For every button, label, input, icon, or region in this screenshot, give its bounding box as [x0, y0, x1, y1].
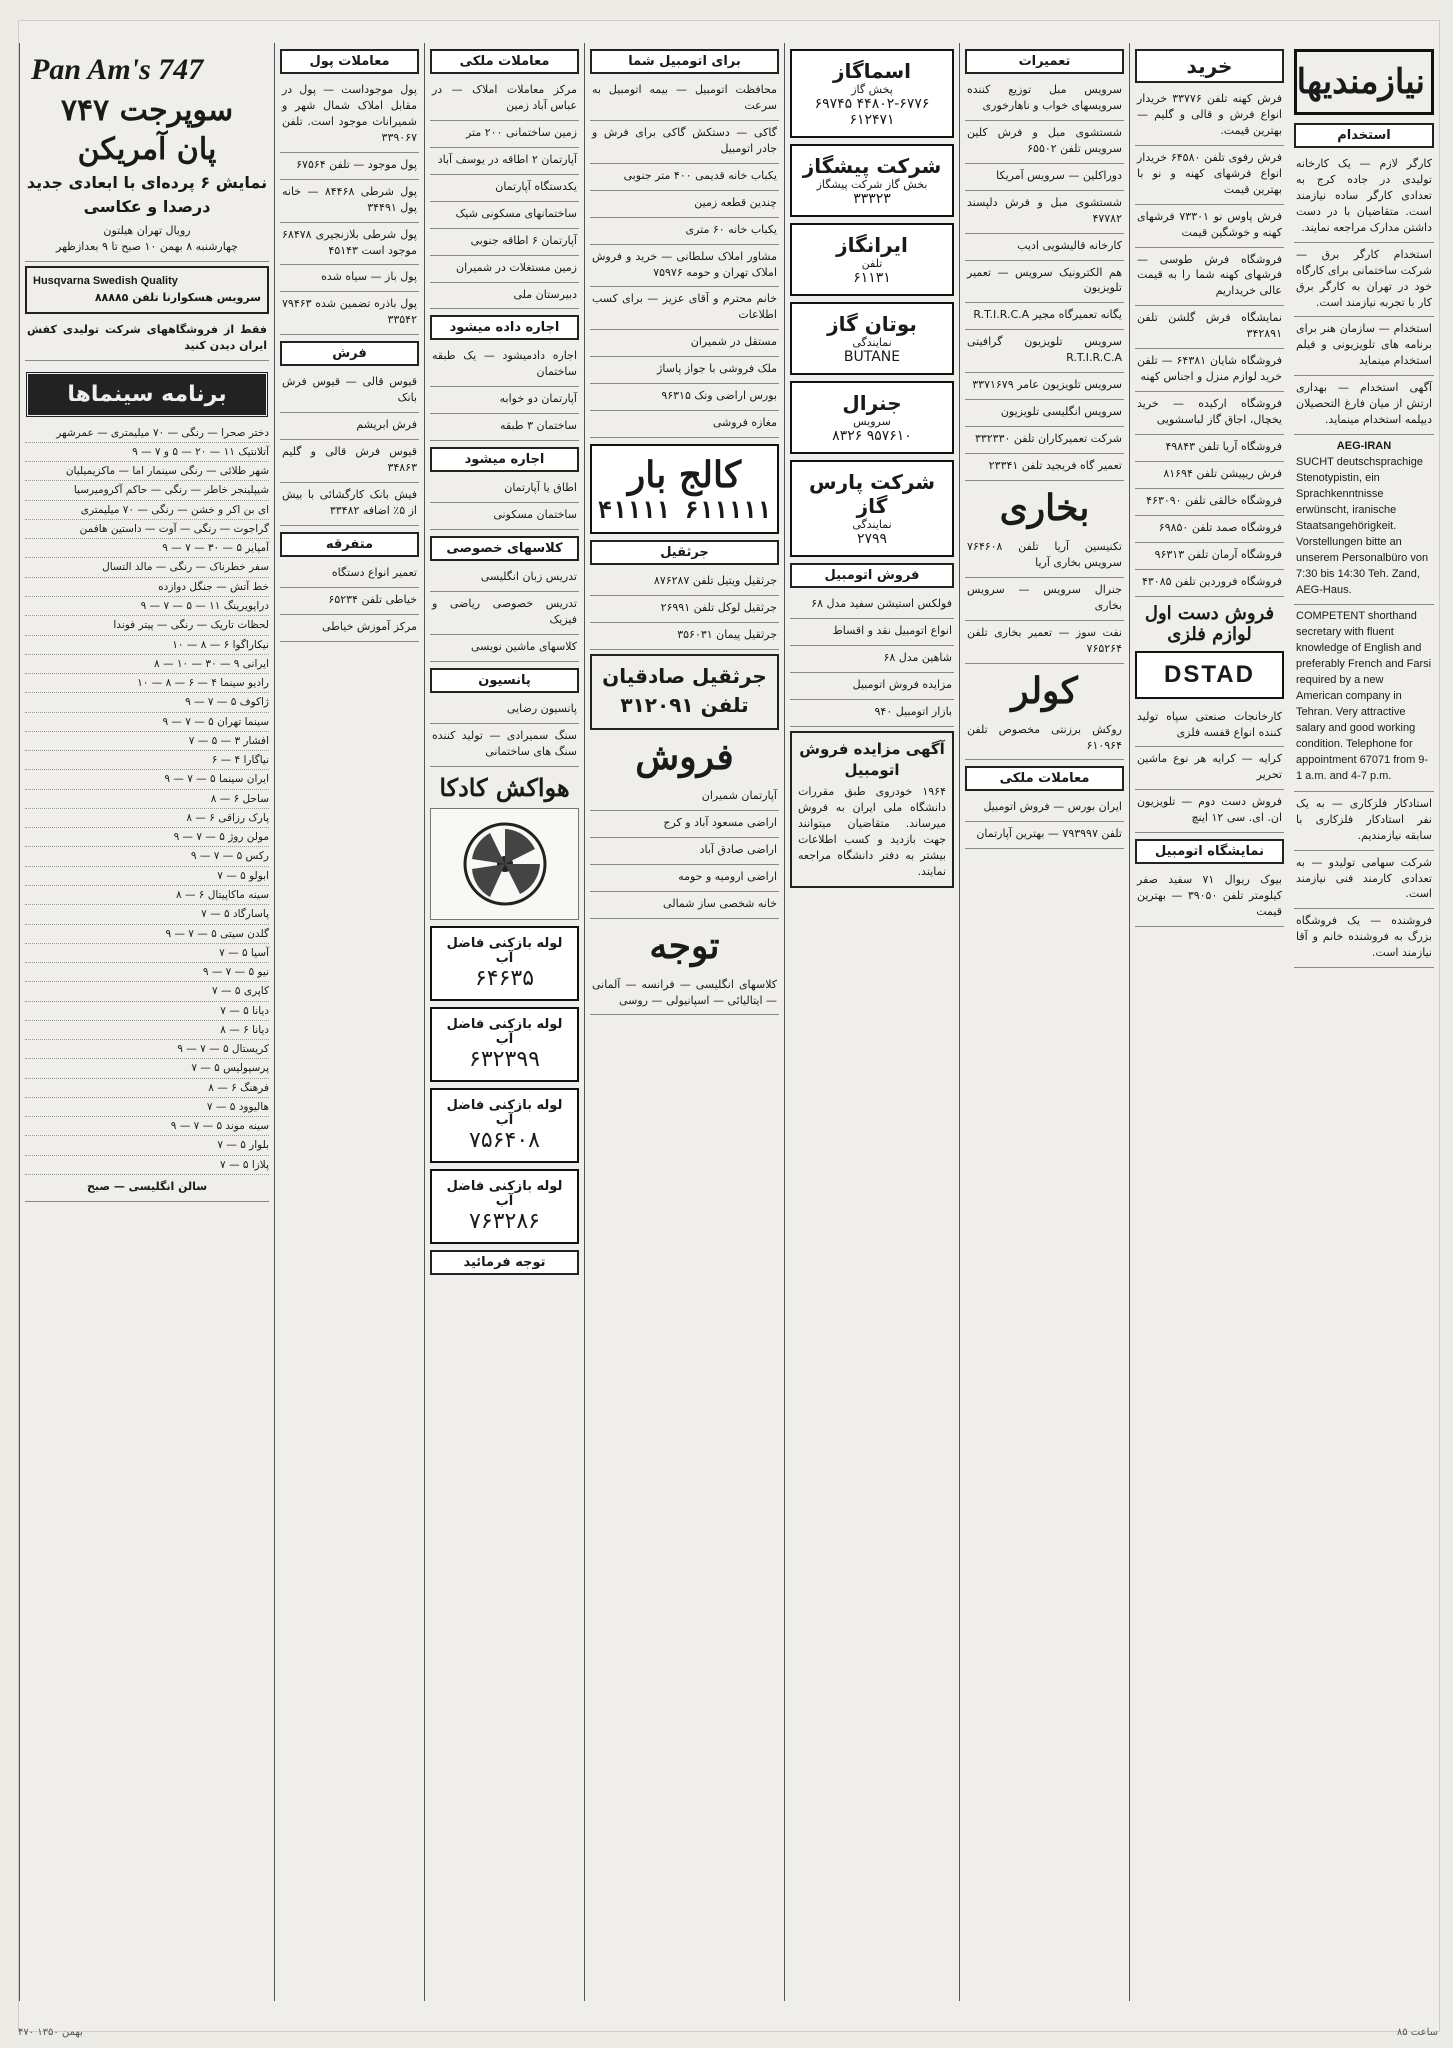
section-title: نیازمندیها	[1294, 49, 1434, 115]
crane-big-ad: جرثقیل صادقیان تلفن ۳۱۲۰۹۱	[590, 654, 779, 730]
classified-ad: ساختمان مسکونی	[430, 503, 579, 530]
classified-ad: شرکت سهامی تولیدو — به تعدادی کارمند فنی نیازمند است.	[1294, 851, 1434, 910]
cinema-listing: ژاکوف ۵ — ۷ — ۹	[25, 693, 269, 712]
husqvarna-ad	[25, 266, 269, 314]
panam-sub: نمایش ۶ پرده‌ای با ابعادی جدید درصدا و عکاسی	[26, 173, 268, 216]
drain-service-ad	[430, 926, 579, 1001]
cinema-listing: نیکاراگوا ۶ — ۸ — ۱۰	[25, 636, 269, 655]
classified-ad: تکنیسین آریا تلفن ۷۶۴۶۰۸ سرویس بخاری آریا	[965, 535, 1124, 578]
secretary-ad: COMPETENT shorthand secretary with fluent knowledge of English and preferably French and Farsi required by a new American company in Tehran. Very attractive salary and good working condition. Telephone for appointment 67071 from 9-1 a.m. and 4-7 p.m.	[1294, 605, 1434, 791]
logo-name: شرکت پارس گاز	[808, 470, 935, 518]
logo-phone: ۲۷۹۹	[856, 531, 888, 547]
auction-ad	[790, 731, 954, 888]
classified-ad: فروش دست دوم — تلویزیون ان. ای. سی ۱۲ اینچ	[1135, 790, 1284, 833]
cinema-listing: دیانا ۶ — ۸	[25, 1021, 269, 1040]
classified-ad: هم الکترونیک سرویس — تعمیر تلویزیون	[965, 261, 1124, 304]
classified-ad: ساختمان ۳ طبقه	[430, 414, 579, 441]
drain-service-phone: ۶۳۲۳۹۹	[469, 1046, 540, 1072]
column-employment	[1289, 43, 1439, 2001]
realestate-heading: معاملات ملکی	[430, 49, 579, 74]
classified-ad: مزایده فروش اتومبیل	[790, 673, 954, 700]
fan-icon	[460, 819, 550, 909]
cinema-listing: افشار ۳ — ۵ — ۷	[25, 732, 269, 751]
classified-ad: جنرال سرویس — سرویس بخاری	[965, 578, 1124, 621]
classified-ad: سرویس انگلیسی تلویزیون	[965, 400, 1124, 427]
drain-service-ad	[430, 1007, 579, 1082]
pension-heading: پانسیون	[430, 668, 579, 693]
classified-ad: سرویس تلویزیون گرافیتی R.T.I.R.C.A	[965, 330, 1124, 373]
college-box	[590, 444, 779, 534]
auction-title: آگهی مزایده فروش اتومبیل	[799, 739, 945, 780]
classified-ad: یکباب خانه ۶۰ متری	[590, 218, 779, 245]
rent-out-heading: اجاره داده میشود	[430, 315, 579, 340]
classified-ad: جرثقیل ویتیل تلفن ۸۷۶۲۸۷	[590, 569, 779, 596]
classified-ad: کرایه — کرایه هر نوع ماشین تحریر	[1135, 747, 1284, 790]
column-realestate	[424, 43, 584, 2001]
logo-sub: تلفن	[861, 257, 883, 270]
classified-ad: فروشنده — یک فروشگاه بزرگ به فروشنده خانم و آقا نیازمند است.	[1294, 909, 1434, 968]
cinema-listing: رکس ۵ — ۷ — ۹	[25, 847, 269, 866]
logo-name: اسماگاز	[832, 59, 912, 83]
classified-ad: فروشگاه فرش طوسی — فرشهای کهنه شما را به قیمت عالی خریداریم	[1135, 248, 1284, 307]
classified-ad: فرش رفوی تلفن ۶۴۵۸۰ خریدار انواع فرشهای کهنه و نو با بهترین قیمت	[1135, 146, 1284, 205]
panam-name: پان آمریکن	[77, 132, 217, 167]
classified-ad: اراضی مسعود آباد و کرج	[590, 811, 779, 838]
classified-ad: تلفن ۷۹۳۹۹۷ — بهترین آپارتمان	[965, 822, 1124, 849]
footer-left: ۴۷۰ بهمن ۱۳۵۰	[18, 2026, 83, 2038]
panam-addr	[25, 219, 269, 262]
logo-sub: بخش گاز شرکت پیشگاز	[816, 178, 928, 191]
classified-ad: خانم محترم و آقای عزیز — برای کسب اطلاعات	[590, 287, 779, 330]
classified-ad: قیوس فرش قالی و گلیم ۳۴۸۶۳	[280, 440, 419, 483]
gas-company-logo	[790, 223, 954, 296]
logo-sub: سرویس	[853, 415, 891, 428]
classified-ad: کارگر لازم — یک کارخانه تولیدی در جاده کرج به تعدادی کارگر ساده نیازمند است. متقاضیان با در دست داشتن مدارک مراجعه نمایند.	[1294, 152, 1434, 243]
classified-ad: اطاق یا آپارتمان	[430, 476, 579, 503]
category-heading: استخدام	[1294, 123, 1434, 148]
logo-name: ایرانگاز	[836, 233, 908, 257]
classified-ad: گاکی — دستکش گاکی برای فرش و جادر اتومبیل	[590, 121, 779, 164]
classified-ad: پول موجود — تلفن ۶۷۵۶۴	[280, 153, 419, 180]
column-panam-cinema	[19, 43, 274, 2001]
crane-heading: جرثقیل	[590, 540, 779, 565]
auto-heading: فروش اتومبیل	[790, 563, 954, 588]
cinema-listing: بلوار ۵ — ۷	[25, 1136, 269, 1155]
classified-ad: ساختمانهای مسکونی شیک	[430, 202, 579, 229]
drain-service-name: لوله بازکنی فاضل آب	[446, 1016, 563, 1047]
classified-ad: بازار اتومبیل ۹۴۰	[790, 700, 954, 727]
classified-ad: دوراکلین — سرویس آمریکا	[965, 164, 1124, 191]
classified-ad: مغازه فروشی	[590, 411, 779, 438]
classified-ad: فروشگاه آرمان تلفن ۹۶۳۱۳	[1135, 543, 1284, 570]
husqvarna-fa: سرویس هسکوارنا تلفن ۸۸۸۸۵	[94, 290, 261, 304]
classified-ad: استادکار فلزکاری — به یک نفر استادکار فلزکاری با سابقه نیازمندیم.	[1294, 792, 1434, 851]
classified-ad: فرش پاوس نو ۷۳۳۰۱ فرشهای کهنه و خوشگین قیمت	[1135, 205, 1284, 248]
cooler-title: کولر	[1011, 669, 1078, 712]
classified-ad: نمایشگاه فرش گلشن تلفن ۳۴۲۸۹۱	[1135, 306, 1284, 349]
cinema-listing: لحظات تاریک — رنگی — پیتر فوندا	[25, 616, 269, 635]
cinema-listing: شیپلینجر خاطر — رنگی — حاکم آکرومیرسیا	[25, 481, 269, 500]
cinema-listing: گلدن سیتی ۵ — ۷ — ۹	[25, 925, 269, 944]
cinema-listing: کریستال ۵ — ۷ — ۹	[25, 1040, 269, 1059]
cinema-listing: ابولو ۵ — ۷	[25, 867, 269, 886]
classified-ad: مرکز معاملات املاک — در عباس آباد زمین	[430, 78, 579, 121]
classified-ad: یکدستگاه آپارتمان	[430, 175, 579, 202]
classified-ad: شاهین مدل ۶۸	[790, 646, 954, 673]
panam-logo-text: Pan Am's 747	[31, 53, 204, 86]
classified-ad: فولکس استیشن سفید مدل ۶۸	[790, 592, 954, 619]
cinema-listing: پارک رزاقی ۶ — ۸	[25, 809, 269, 828]
classified-ad: پول باز — سیاه شده	[280, 265, 419, 292]
cinema-heading: برنامه سینماها	[25, 371, 269, 418]
classified-ad: نفت سوز — تعمیر بخاری تلفن ۷۶۵۲۶۴	[965, 621, 1124, 664]
classified-ad: تدریس زبان انگلیسی	[430, 565, 579, 592]
cooler-body: روکش برزنتی مخصوص تلفن ۶۱۰۹۶۴	[965, 718, 1124, 761]
cinema-listing: دختر صحرا — رنگی — ۷۰ میلیمتری — عمرشهر	[25, 424, 269, 443]
classified-ad: مستقل در شمیران	[590, 330, 779, 357]
drain-service-name: لوله بازکنی فاضل آب	[446, 1097, 563, 1128]
classified-ad: سنگ سمیرادی — تولید کننده سنگ های ساختمانی	[430, 724, 579, 767]
classified-ad: اراضی صادق آباد	[590, 838, 779, 865]
classified-ad: فرش ریپیشن تلفن ۸۱۶۹۴	[1135, 462, 1284, 489]
classified-ad: شستشوی مبل و فرش کلین سرویس تلفن ۶۵۵۰۲	[965, 121, 1124, 164]
gas-company-logo	[790, 381, 954, 454]
column-purchase	[1129, 43, 1289, 2001]
cinema-listing: خط آتش — جنگل دوازده	[25, 578, 269, 597]
logo-sub: نمایندگی	[852, 336, 892, 349]
cinema-listing: نیاگارا ۴ — ۶	[25, 751, 269, 770]
cinema-listing: سینه موند ۵ — ۷ — ۹	[25, 1117, 269, 1136]
drain-service-ad	[430, 1088, 579, 1163]
classified-ad: مرکز آموزش خیاطی	[280, 615, 419, 642]
classified-ad: ایران بورس — فروش اتومبیل	[965, 795, 1124, 822]
classified-ad: فروشگاه فروردین تلفن ۴۳۰۸۵	[1135, 570, 1284, 597]
logo-name: جنرال	[842, 391, 902, 415]
classified-ad: یگانه تعمیرگاه مجیر R.T.I.R.C.A	[965, 303, 1124, 330]
classified-ad: کارخانجات صنعتی سپاه تولید کننده انواع قفسه فلزی	[1135, 705, 1284, 748]
drain-service-name: لوله بازکنی فاضل آب	[446, 1178, 563, 1209]
purchase-heading: خرید	[1135, 49, 1284, 83]
cinema-listing: فرهنگ ۶ — ۸	[25, 1079, 269, 1098]
classified-ad: آپارتمان دو خوابه	[430, 387, 579, 414]
exhibition-heading: نمایشگاه اتومبیل	[1135, 839, 1284, 864]
cinema-footer-note: سالن انگلیسی — صبح	[25, 1175, 269, 1202]
auto-service-heading: برای اتومبیل شما	[590, 49, 779, 74]
classified-ad: خیاطی تلفن ۶۵۲۳۴	[280, 588, 419, 615]
classified-ad: قیوس قالی — قیوس فرش بانک	[280, 370, 419, 413]
classified-ad: استخدام — سازمان هنر برای برنامه های تلویزیونی و فیلم استخدام مینماید	[1294, 317, 1434, 376]
college-phone: ۴۱۱۱۱ ۶۱۱۱۱۱	[597, 496, 772, 525]
logo-name: بوتان گاز	[827, 312, 917, 336]
classified-ad: کارخانه قالیشویی ادیب	[965, 234, 1124, 261]
fan-illustration	[430, 808, 579, 920]
cinema-listing: سینه ماکاپیتال ۶ — ۸	[25, 886, 269, 905]
gas-company-logo	[790, 302, 954, 375]
classified-ad: فروشگاه صمد تلفن ۶۹۸۵۰	[1135, 516, 1284, 543]
cinema-listing: دراپویرینگ ۱۱ — ۵ — ۷ — ۹	[25, 597, 269, 616]
school-heading: کلاسهای خصوصی	[430, 536, 579, 561]
repairs-heading: تعمیرات	[965, 49, 1124, 74]
classified-ad: زمین مستغلات در شمیران	[430, 256, 579, 283]
college-title: کالج بار	[627, 454, 742, 497]
carpet-heading: فرش	[280, 341, 419, 366]
cinema-listing: آتلانتیک ۱۱ — ۲۰ — ۵ و ۷ — ۹	[25, 443, 269, 462]
classified-ad: فروشگاه ارکیده — خرید یخچال، اجاق گاز لباسشویی	[1135, 392, 1284, 435]
classified-ad: استخدام کارگر برق — شرکت ساختمانی برای کارگاه خود در تهران به کارگر برق کار با تجربه نیازمند است.	[1294, 243, 1434, 318]
classified-ad: پول شرطی بلازنجیری ۶۸۴۷۸ موجود است ۴۵۱۴۳	[280, 223, 419, 266]
classified-ad: یکباب خانه قدیمی ۴۰۰ متر جنوبی	[590, 164, 779, 191]
cinema-listing: هالیوود ۵ — ۷	[25, 1098, 269, 1117]
classified-ad: سرویس مبل توزیع کننده سرویسهای خواب و ناهارخوری	[965, 78, 1124, 121]
cinema-listing: ایران سینما ۵ — ۷ — ۹	[25, 770, 269, 789]
classified-ad: تعمیر انواع دستگاه	[280, 561, 419, 588]
panam-title: سوپرجت ۷۴۷	[60, 93, 234, 128]
classified-ad: تدریس خصوصی ریاضی و فیزیک	[430, 592, 579, 635]
logo-phone: BUTANE	[843, 349, 901, 365]
gas-company-logo	[790, 460, 954, 557]
classified-ad: فرش کهنه تلفن ۳۳۷۷۶ خریدار انواع فرش و قالی و گلیم — بهترین قیمت.	[1135, 87, 1284, 146]
drain-service-ad	[430, 1169, 579, 1244]
cinema-listing: رادیو سینما ۴ — ۶ — ۸ — ۱۰	[25, 674, 269, 693]
gas-company-logo	[790, 49, 954, 138]
exhibition-body: بیوک ریوال ۷۱ سفید صفر کیلومتر تلفن ۳۹۰۵۰ — بهترین قیمت	[1135, 868, 1284, 927]
fan-heading: هواکش کادکا	[439, 772, 570, 802]
sell-heading: فروش	[635, 735, 734, 778]
logo-phone: ۳۳۳۲۳	[853, 191, 891, 207]
classified-ad: بورس اراضی ونک ۹۶۳۱۵	[590, 384, 779, 411]
page-footer	[18, 2022, 1438, 2042]
cinema-listing: سینما تهران ۵ — ۷ — ۹	[25, 713, 269, 732]
classified-ad: زمین ساختمانی ۲۰۰ متر	[430, 121, 579, 148]
column-repairs	[959, 43, 1129, 2001]
rent-heading: معاملات ملکی	[965, 766, 1124, 791]
drain-service-phone: ۶۴۶۳۵	[474, 965, 535, 991]
classified-ad: پول موجوداست — پول در مقابل املاک شمال شهر و شمیرانات موجود است. تلفن ۳۳۹۰۶۷	[280, 78, 419, 153]
cinema-listing: پلازا ۵ — ۷	[25, 1156, 269, 1175]
shoe-ad: فقط از فروشگاههای شرکت تولیدی کفش ایران دیدن کنید	[25, 318, 269, 361]
sell-title: فروش دست اول لوازم فلزی	[1144, 602, 1275, 645]
classified-ad: اراضی ارومیه و حومه	[590, 865, 779, 892]
classified-ad: تعمیر گاه فریجید تلفن ۲۳۳۴۱	[965, 454, 1124, 481]
cinema-listing: شهر طلائی — رنگی سینمار اما — ماکزیمیلیان	[25, 462, 269, 481]
classified-ad: فروشگاه شایان ۶۴۳۸۱ — تلفن خرید لوازم منزل و اجناس کهنه	[1135, 349, 1284, 392]
cinema-listing: سفر خطرناک — رنگی — مالد التسال	[25, 558, 269, 577]
classified-ad: جرثقیل پیمان ۳۵۶۰۳۱	[590, 623, 779, 650]
column-gas	[784, 43, 959, 2001]
gas-company-logo	[790, 144, 954, 217]
classified-ad: پول شرطی ۸۴۴۶۸ — خانه پول ۳۴۴۹۱	[280, 180, 419, 223]
classified-ad: مشاور املاک سلطانی — خرید و فروش املاک تهران و حومه ۷۵۹۷۶	[590, 245, 779, 288]
drain-service-phone: ۷۵۶۴۰۸	[469, 1127, 540, 1153]
classified-ad: پانسیون رضایی	[430, 697, 579, 724]
logo-phone: ۴۴۸۰۲-۶۷۷۶ ۶۹۷۴۵ ۶۱۲۴۷۱	[814, 96, 930, 128]
wanted-heading: اجاره میشود	[430, 447, 579, 472]
cinema-listing: مولن روژ ۵ — ۷ — ۹	[25, 828, 269, 847]
classified-ad: دبیرستان ملی	[430, 283, 579, 310]
auction-body: ۱۹۶۴ خودروی طبق مقررات دانشگاه ملی ایران به فروش میرساند. متقاضیان میتوانند جهت بازدید و کسب اطلاعات بیشتر به دفتر دانشگاه مراجعه نمایند.	[798, 785, 946, 878]
logo-name: شرکت پیشگاز	[802, 154, 942, 178]
classified-ad: پول باذره تضمین شده ۷۹۴۶۳ ۳۳۵۴۲	[280, 292, 419, 335]
logo-sub: نمایندگی	[852, 518, 892, 531]
classified-ad: فرش ابریشم	[280, 413, 419, 440]
cinema-listing: ایرانی ۹ — ۳۰ — ۱۰ — ۸	[25, 655, 269, 674]
cinema-listing: ساحل ۶ — ۸	[25, 790, 269, 809]
classified-ad: سرویس تلویزیون عامر ۳۳۷۱۶۷۹	[965, 373, 1124, 400]
misc-heading: متفرقه	[280, 532, 419, 557]
classified-ad: فیش بانک کارگشائی با بیش از ۵٪ اضافه ۳۳۴۸۲	[280, 483, 419, 526]
classified-ad: آپارتمان شمیران	[590, 784, 779, 811]
drain-service-phone: ۷۶۳۲۸۶	[469, 1208, 540, 1234]
aeg-body: SUCHT deutschsprachige Stenotypistin, ein Sprachkenntnisse erwünscht, iranische Staatsangehörigkeit. Vorstellungen bitte an unserem Personalbüro von 7:30 bis 14:30 Teh. Zand, AEG-Haus.	[1296, 456, 1429, 596]
cinema-listing: کاپری ۵ — ۷	[25, 982, 269, 1001]
money-heading: معاملات پول	[280, 49, 419, 74]
cinema-listing: ای بن اکر و خشن — رنگی — ۷۰ میلیمتری	[25, 501, 269, 520]
cinema-listing: گراجوت — رنگی — آوت — داستین هافمن	[25, 520, 269, 539]
classified-ad: کلاسهای ماشین نویسی	[430, 635, 579, 662]
bukhari-title: بخاری	[999, 486, 1090, 529]
newspaper-page	[18, 20, 1440, 2032]
classified-ad: چندین قطعه زمین	[590, 191, 779, 218]
logo-sub: پخش گاز	[851, 83, 893, 96]
classified-ad: فروشگاه خالقی تلفن ۴۶۳۰۹۰	[1135, 489, 1284, 516]
column-money	[274, 43, 424, 2001]
classified-ad: ملک فروشی با جواز پاساژ	[590, 357, 779, 384]
cinema-listing: آسیا ۵ — ۷	[25, 944, 269, 963]
classified-ad: شرکت تعمیرکاران تلفن ۳۳۲۳۳۰	[965, 427, 1124, 454]
cinema-listing: دیانا ۵ — ۷	[25, 1002, 269, 1021]
warning-body: کلاسهای انگلیسی — فرانسه — آلمانی — ایتالیائی — اسپانیولی — روسی	[590, 973, 779, 1016]
note-heading: توجه فرمائید	[430, 1250, 579, 1275]
panam-date: چهارشنبه ۸ بهمن ۱۰ صبح تا ۹ بعدازظهر	[56, 239, 238, 253]
drain-service-name: لوله بازکنی فاضل آب	[446, 935, 563, 966]
classified-ad: فروشگاه آریا تلفن ۴۹۸۴۳	[1135, 435, 1284, 462]
classified-ad: اجاره دادمیشود — یک طبقه ساختمان	[430, 344, 579, 387]
classified-ad: آپارتمان ۶ اطاقه جنوبی	[430, 229, 579, 256]
classified-ad: شستشوی مبل و فرش دلپسند ۴۷۷۸۲	[965, 191, 1124, 234]
cinema-listing: نیو ۵ — ۷ — ۹	[25, 963, 269, 982]
classified-ad: جرثقیل لوکل تلفن ۲۶۹۹۱	[590, 596, 779, 623]
footer-right: ۸۵ ساعت	[1396, 2026, 1438, 2038]
panam-venue: رویال تهران هیلتون	[103, 224, 191, 237]
aeg-ad	[1294, 435, 1434, 605]
column-property	[584, 43, 784, 2001]
cinema-listing: پرسپولیس ۵ — ۷	[25, 1059, 269, 1078]
classified-ad: خانه شخصی ساز شمالی	[590, 892, 779, 919]
dstad-logo: DSTAD	[1135, 651, 1284, 699]
logo-phone: ۹۵۷۶۱۰ ۸۳۲۶	[832, 428, 912, 444]
cinema-listing: آمپایر ۵ — ۳۰ — ۷ — ۹	[25, 539, 269, 558]
warning-heading: توجه	[649, 924, 720, 967]
classified-ad: محافظت اتومبیل — بیمه اتومبیل به سرعت	[590, 78, 779, 121]
husqvarna-brand: Husqvarna Swedish Quality	[33, 274, 178, 287]
classified-ad: انواع اتومبیل نقد و اقساط	[790, 619, 954, 646]
classified-ad: آگهی استخدام — بهداری ارتش از میان فارغ التحصیلان دیپلمه استخدام مینماید.	[1294, 376, 1434, 435]
logo-phone: ۶۱۱۳۱	[853, 270, 891, 286]
aeg-title: AEG-IRAN	[1336, 440, 1392, 453]
cinema-listing: پاسارگاد ۵ — ۷	[25, 905, 269, 924]
classified-ad: آپارتمان ۲ اطاقه در یوسف آباد	[430, 148, 579, 175]
